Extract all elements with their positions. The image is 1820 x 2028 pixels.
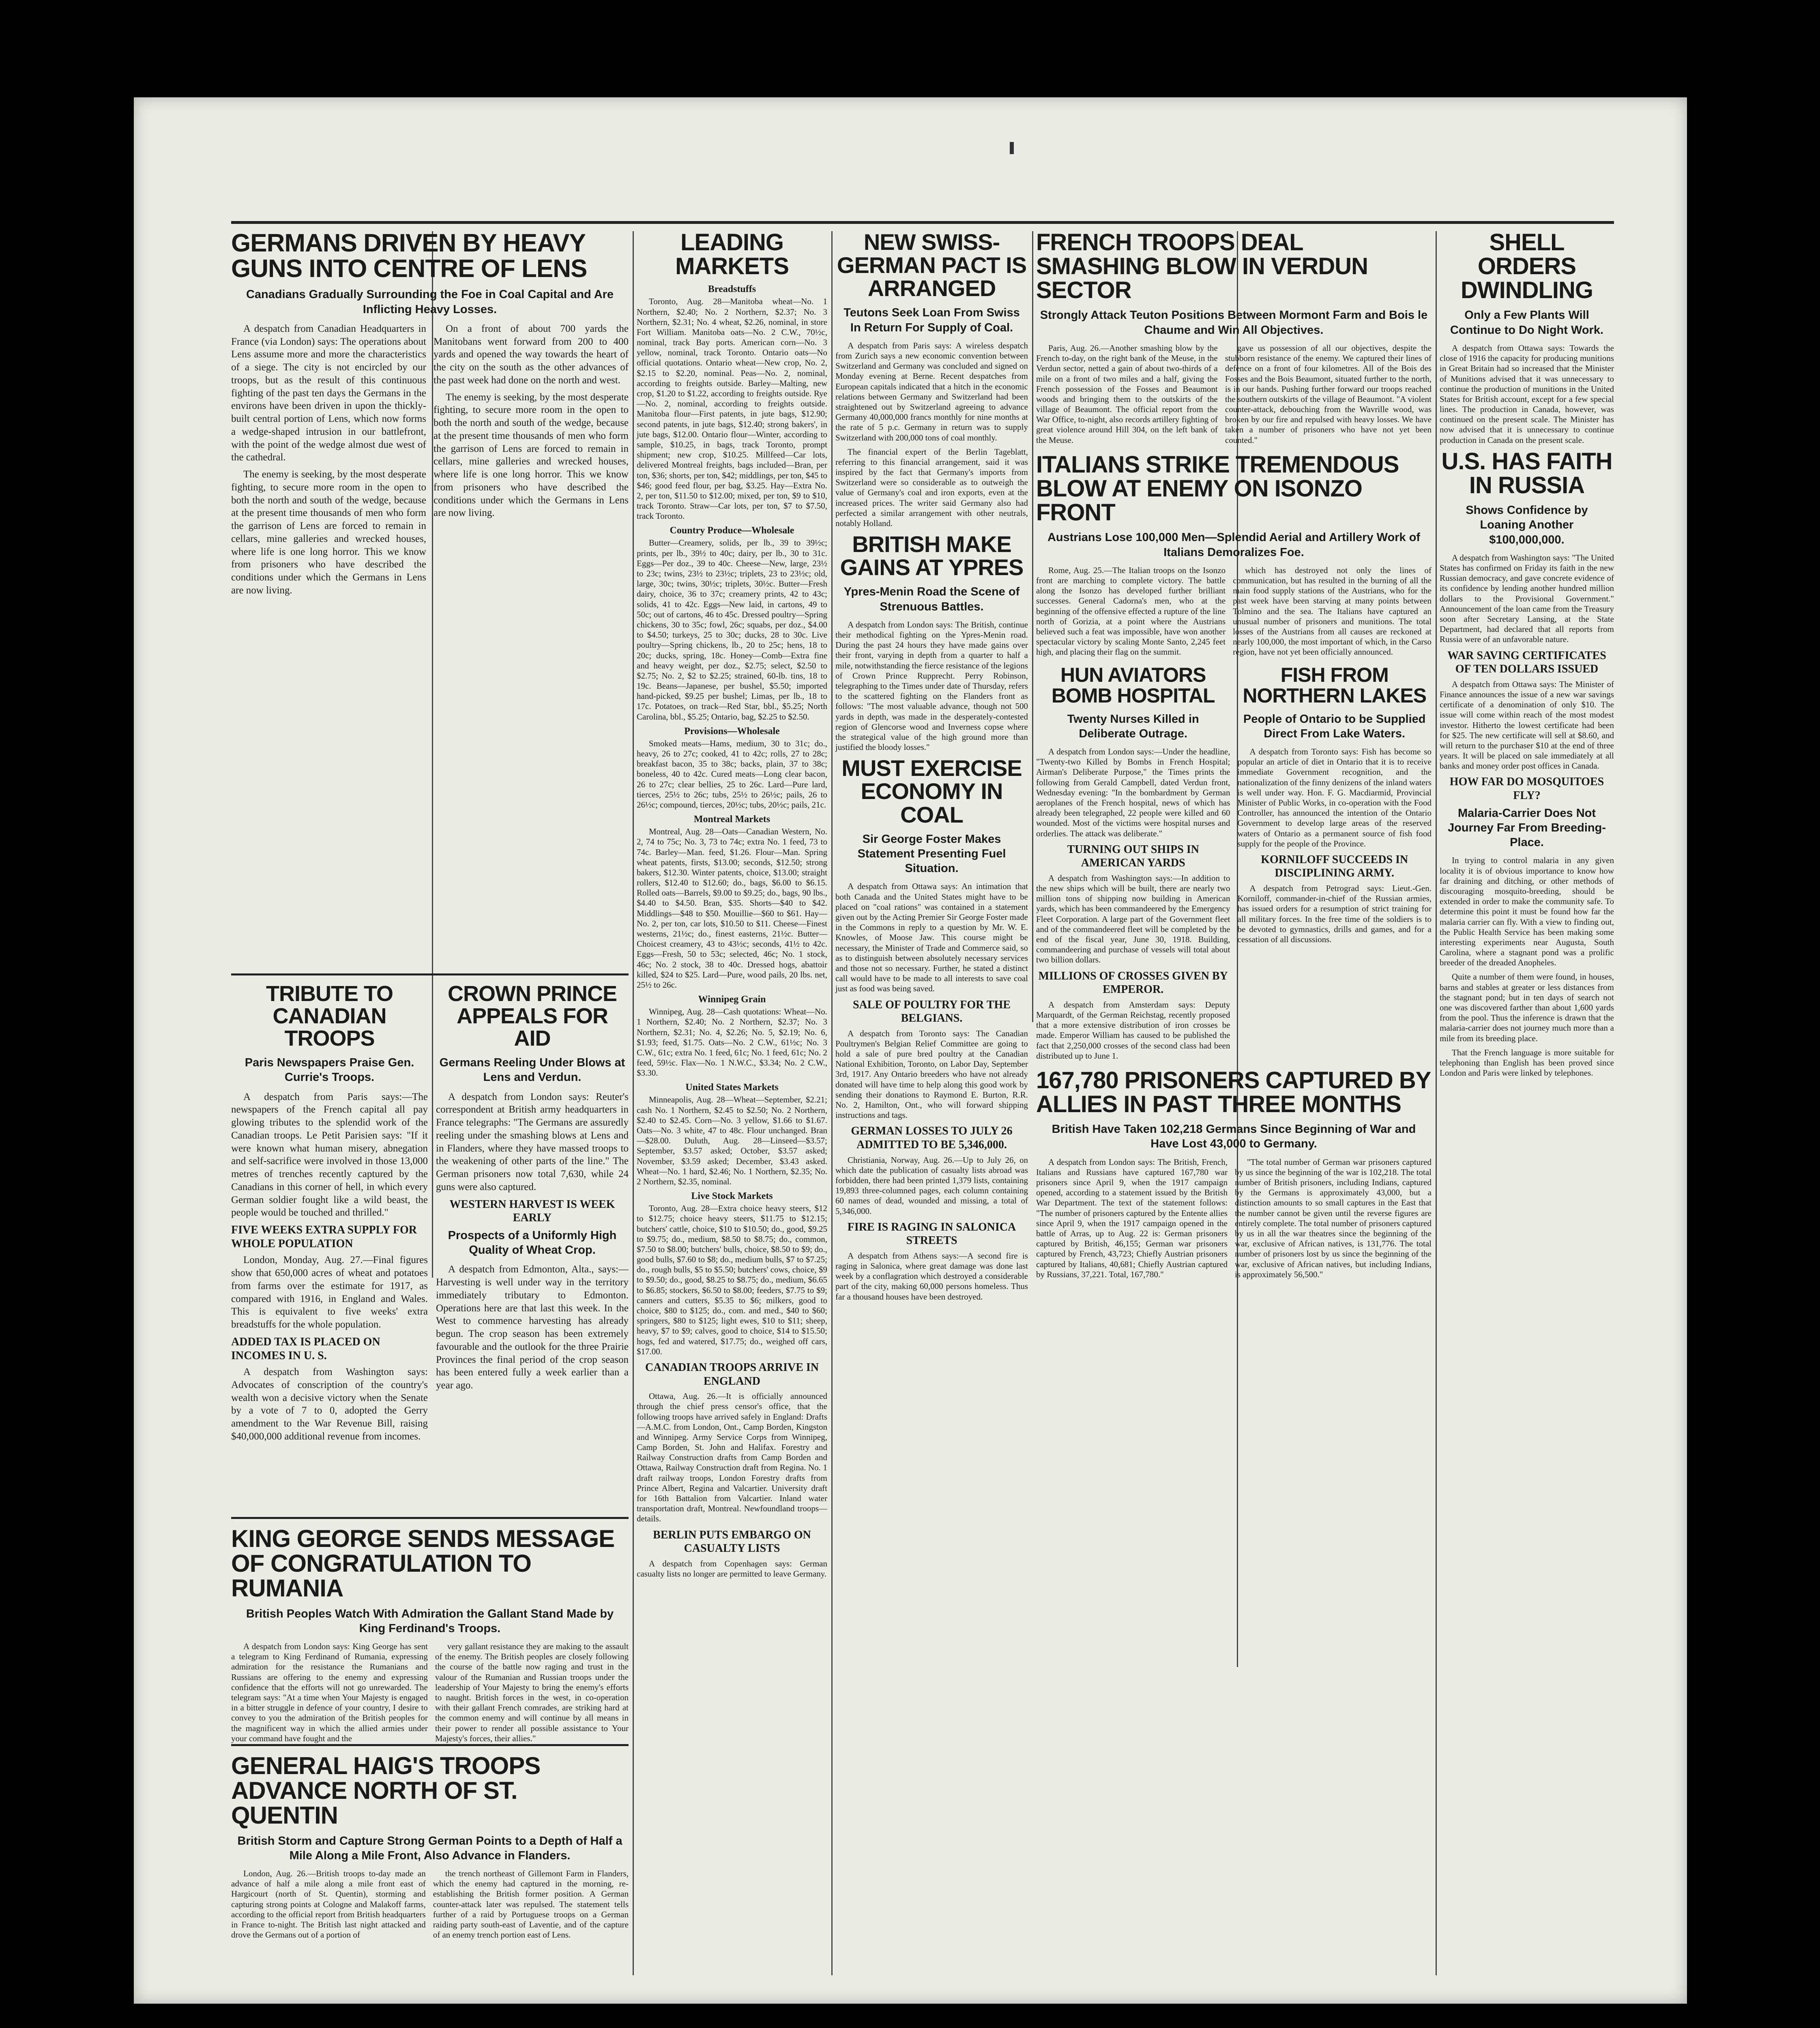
newspaper-page [134, 97, 1687, 2004]
deck-headline: TURNING OUT SHIPS IN AMERICAN YARDS [1067, 843, 1199, 870]
headline: KING GEORGE SENDS MESSAGE OF CONGRATULATION TO RUMANIA [231, 1525, 615, 1602]
market-text: Toronto, Aug. 28—Manitoba wheat—No. 1 Northern, $2.40; No. 2 Northern, $2.37; No. 3 Northern, $2.31; No. 4 wheat, $2.26, nominal, in store Fort William. Manitoba oats—No. 2 C.W., 70½c, nominal, track Bay ports. American corn—No. 3 yellow, nominal, track Toronto. Ontario oats—No official quotations. Ontario wheat—New crop, No. 2, $2.15 to $2.20, nominal. Peas—No. 2, nominal, according to freights outside. Barley—Malting, new crop, $1.20 to $1.22, according to freights outside. Rye—No. 2, nominal, according to freights outside. Manitoba flour—First patents, in jute bags, $12.90; second patents, in jute bags, $12.40; strong bakers', in jute bags, $12.00. Ontario flour—Winter, according to sample, $10.25, in bags, track Toronto, prompt shipment; new crop, $10.25. Millfeed—Car lots, delivered Montreal freights, bags included—Bran, per ton, $36; shorts, per ton, $42; middlings, per ton, $45 to $46; good feed flour, per bag, $3.25. Hay—Extra No. 2, per ton, $11.50 to $12.00; mixed, per ton, $9 to $10, track Toronto. Straw—Car lots, per ton, $7 to $7.50, track Toronto. [637, 296, 827, 521]
article-text: The financial expert of the Berlin Tageblatt, referring to this financial arrangement, said it was inspired by the fact that Germany's imports from Switzerland were so considerable as to outweigh the value of Germany's coal and iron exports, even at the increased prices. The writer said Germany also had perfected a similar arrangement with other neutrals, notably Holland. [835, 447, 1028, 528]
article-text: "The total number of German war prisoners captured by us since the beginning of the war is 102,218. The total number of British prisoners, including Indians, captured by the Germans is approximately 43,000, but a distinction amounts to so small captures in the East that the number cannot be given until the reverse figures are entirely complete. The total number of prisoners captured by us in all the war theatres since the beginning of the war, exclusive of African natives, is 131,776. The total number of prisoners lost by us since the beginning of the war, exclusive of African natives, but including Indians, is approximately 56,500." [1234, 1157, 1432, 1279]
lens-story [231, 227, 629, 973]
column-rule [831, 231, 833, 1975]
column-four [835, 227, 1028, 1971]
deck-headline: FIVE WEEKS EXTRA SUPPLY FOR WHOLE POPULATION [231, 1224, 417, 1250]
article-text: A despatch from Washington says:—In addition to the new ships which will be built, there are nearly two million tons of shipping now building in American yards, which has been commandeered by the Emergency Fleet Corporation. A large part of the Government fleet and of the commandeered fleet will be completed by the end of the fiscal year, June 30, 1918. Building, commandeering and purchase of vessels will total about two billion dollars. [1036, 873, 1230, 965]
top-rule [231, 221, 1614, 224]
deck-headline: MILLIONS OF CROSSES GIVEN BY EMPEROR. [1038, 969, 1228, 996]
subheadline: Malaria-Carrier Does Not Journey Far From Breeding-Place. [1448, 806, 1606, 849]
article-text: A despatch from London says: Reuter's correspondent at British army headquarters in France telegraphs: "The Germans are assuredly reeling under the smashing blows at Lens and in Flanders, where they have massed troops to the weakening of other parts of the line." The German prisoners now total 7,630, while 24 guns were also captured. [436, 1091, 629, 1192]
subheadline: British Have Taken 102,218 Germans Since Beginning of War and Have Lost 43,000 to Germany. [1052, 1123, 1416, 1151]
article-text: A despatch from Washington says: Advocates of conscription of the country's wealth won a decisive victory when the Senate by a vote of 7 to 0, adopted the Gerry amendment to the War Revenue Bill, raising $40,000,000 additional revenue from incomes. [231, 1366, 428, 1442]
headline: FISH FROM NORTHERN LAKES [1243, 663, 1427, 707]
subheadline: Sir George Foster Makes Statement Presenting Fuel Situation. [857, 832, 1006, 875]
market-section-title: United States Markets [685, 1082, 779, 1093]
column-rule [633, 231, 634, 1975]
market-text: Butter—Creamery, solids, per lb., 39 to 39½c; prints, per lb., 39½ to 40c; dairy, per lb., 30 to 31c. Eggs—Per doz., 39 to 40c. Cheese—New, large, 23½ to 23c; twins, 23½ to 23½c; triplets, 23 to 23½c; old, large, 30c; twins, 30½c; triplets, 30½c. Butter—Fresh dairy, choice, 36 to 37c; creamery prints, 42 to 43c; solids, 41 to 42c. Eggs—New laid, in cartons, 49 to 50c; out of cartons, 46 to 45c. Dressed poultry—Spring chickens, 30 to 35c; fowl, 26c; squabs, per doz., $4.00 to $4.50; turkeys, 25 to 30c; ducks, 28 to 30c. Live poultry—Spring chickens, lb., 20 to 25c; hens, 18 to 20c; ducks, spring, 18c. Honey—Comb—Extra fine and heavy weight, per doz., $2.75; select, $2.50 to $2.75; No. 2, $2 to $2.25; strained, 60-lb. tins, 18 to 19c. Beans—Japanese, per bushel, $5.50; imported hand-picked, $9.25 per bushel; Limas, per lb., 18 to 17c. Potatoes, on track—Red Star, bbl., $5.25; North Carolina, bbl., $5.25; Ontario, bag, $2.25 to $2.50. [637, 538, 827, 722]
page-mark [1010, 142, 1014, 154]
article-text: A despatch from London says:—Under the headline, "Twenty-two Killed by Bombs in French Hospital; Airman's Deliberate Purpose," the Times prints the following from Gerald Campbell, dated Verdun front, Wednesday evening: "In the bombardment by German aeroplanes of the French hospital, news of which has already been telegraphed, 22 people were killed and 60 wounded. Most of the victims were hospital nurses and orderlies. The attack was deliberate." [1036, 747, 1230, 838]
subheadline: British Storm and Capture Strong German Points to a Depth of Half a Mile Along a Mile Front, Also Advance in Flanders. [237, 1834, 622, 1862]
article-text: A despatch from Edmonton, Alta., says:—Harvesting is well under way in the territory immediately tributary to Edmonton. Operations here are that last this week. In the West to commence harvesting has already begun. The crop season has been extremely favourable and the outlook for the three Prairie Provinces the final period of the crop season has been entered fully a week earlier than a year ago. [436, 1264, 629, 1391]
article-text: That the French language is more suitable for telephoning than English has been proved since London and Paris were linked by telephones. [1440, 1047, 1614, 1078]
market-text: Montreal, Aug. 28—Oats—Canadian Western, No. 2, 74 to 75c; No. 3, 73 to 74c; extra No. 1 feed, 73 to 74c. Barley—Man. feed, $1.26. Flour—Man. Spring wheat patents, firsts, $13.00; seconds, $12.50; strong bakers, $12.30. Winter patents, choice, $13.00; straight rollers, $12.40 to $12.60; do., bags, $6.00 to $6.15. Rolled oats—Barrels, $9.00 to $9.25; do., bags, 90 lbs., $4.40 to $4.50. Bran, $35. Shorts—$40 to $42. Middlings—$48 to $50. Mouillie—$60 to $61. Hay—No. 2, per ton, car lots, $10.50 to $11. Cheese—Finest westerns, 21½c; do., finest easterns, 21½c. Butter—Choicest creamery, 43 to 43½c; seconds, 41½ to 42c. Eggs—Fresh, 50 to 53c; selected, 46c; No. 1 stock, 46c; No. 2 stock, 38 to 40c. Dressed hogs, abattoir killed, $24 to $25. Lard—Pure, wood pails, 20 lbs. net, 25½ to 26c. [637, 827, 827, 990]
subheadline: Austrians Lose 100,000 Men—Splendid Aerial and Artillery Work of Italians Demoralizes Foe. [1047, 531, 1421, 559]
headline: SHELL ORDERS DWINDLING [1460, 229, 1593, 304]
haig-story [231, 1750, 629, 1977]
deck-headline: ADDED TAX IS PLACED ON INCOMES IN U. S. [231, 1335, 380, 1362]
headline: CROWN PRINCE APPEALS FOR AID [448, 982, 617, 1051]
article-text: very gallant resistance they are making to the assault of the enemy. The British peoples are closely following the course of the battle now raging and trust in the valour of the Rumanian and Russian troops under the leadership of Your Majesty to bring the enemy's efforts to naught. British forces in the west, in co-operation with their gallant French comrades, are striking hard at the common enemy and will continue by all means in their power to render all possible assistance to Your Majesty's forces, their allies." [435, 1641, 629, 1743]
section-rule [231, 1517, 629, 1519]
article-text: A despatch from London says: King George has sent a telegram to King Ferdinand of Rumania, expressing admiration for the resistance the Rumanians and Russians are offering to the enemy and expressing confidence that the efforts will not go unrewarded. The telegram says: "At a time when Your Majesty is engaged in a bitter struggle in defence of your country, I desire to convey to you the admiration of the British peoples for the magnificent way in which the allied armies under your command have fought and the [231, 1641, 428, 1743]
article-text: A despatch from London says: The British, French, Italians and Russians have captured 167,780 war prisoners since April 9, when the 1917 campaign opened, according to a statement issued by the British War Department. The text of the statement follows: "The number of prisoners captured by the Entente allies since April 9, when the 1917 campaign opened in the battle of Arras, up to Aug. 22 is: German prisoners captured by British, 46,155; German war prisoners captured by French, 43,723; Chiefly Austrian prisoners captured by Italians, 40,681; Chiefly Austrian captured by Russians, 37,221. Total, 167,780." [1036, 1157, 1228, 1279]
article-text: A despatch from London says: The British, continue their methodical fighting on the Ypres-Menin road. During the past 24 hours they have made gains over their front, varying in depth from a quarter to half a mile, notwithstanding the fierce resistance of the legions of Crown Prince Rupprecht. Perry Robinson, telegraphing to the Times under date of Thursday, refers to the scattered fighting on the Flanders front as follows: "The most valuable advance, though not 500 yards in depth, was made in the desperately-contested region of Glencorse wood and Inverness copse where the strategical value of the high ground more than justified the bloody losses." [835, 619, 1028, 752]
article-text: A despatch from Toronto says: Fish has become so popular an article of diet in Ontario that it is to receive immediate Government recognition, and the nationalization of the finny denizens of the inland waters is well under way. Hon. F. G. Macdiarmid, Provincial Minister of Public Works, in co-operation with the Food Controller, has announced the intention of the Ontario Government to develop large areas of the reserved waters of Ontario as a permanent source of fish food supply for the people of the Province. [1237, 747, 1432, 849]
headline: BRITISH MAKE GAINS AT YPRES [840, 531, 1024, 580]
deck-headline: FIRE IS RAGING IN SALONICA STREETS [847, 1220, 1016, 1247]
deck-headline: BERLIN PUTS EMBARGO ON CASUALTY LISTS [653, 1528, 811, 1555]
markets-column [637, 227, 827, 1971]
headline: LEADING MARKETS [675, 229, 789, 280]
article-text: A despatch from Copenhagen says: German casualty lists no longer are permitted to leave Germany. [637, 1558, 827, 1579]
deck-headline: WESTERN HARVEST IS WEEK EARLY [449, 1198, 615, 1225]
crown-prince-story [436, 980, 629, 1482]
headline: GENERAL HAIG'S TROOPS ADVANCE NORTH OF ST. QUENTIN [231, 1752, 541, 1829]
column-rule [1032, 231, 1033, 1022]
article-text: Christiania, Norway, Aug. 26.—Up to July 26, on which date the publication of casualty lists abroad was forbidden, there had been printed 1,379 lists, containing 19,893 three-columned pages, each column containing 60 names of dead, wounded and missing, a total of 5,346,000. [835, 1155, 1028, 1216]
section-rule [231, 973, 629, 975]
article-text: On a front of about 700 yards the Manitobans went forward from 200 to 400 yards and opened the way towards the heart of the city on the south as the other advances of the past week had done on the north and west. [434, 323, 629, 386]
subheadline: British Peoples Watch With Admiration the Gallant Stand Made by King Ferdinand's Troops. [246, 1607, 614, 1635]
market-text: Minneapolis, Aug. 28—Wheat—September, $2.21; cash No. 1 Northern, $2.45 to $2.50; No. 2 Northern, $2.40 to $2.45. Corn—No. 3 yellow, $1.66 to $1.67. Oats—No. 3 white, 47 to 48c. Flour unchanged. Bran—$28.00. Duluth, Aug. 28—Linseed—$3.57; September, $3.57 asked; October, $3.57 asked; November, $3.59 asked; December, $3.43 asked. Wheat—No. 1 hard, $2.46; No. 1 Northern, $2.35; No. 2 Northern, $2.35, nominal. [637, 1095, 827, 1186]
headline: TRIBUTE TO CANADIAN TROOPS [266, 982, 393, 1051]
column-rule [1436, 231, 1437, 1975]
subheadline: Paris Newspapers Praise Gen. Currie's Troops. [245, 1056, 414, 1084]
column-six [1440, 227, 1614, 1971]
deck-headline: WAR SAVING CERTIFICATES OF TEN DOLLARS ISSUED [1447, 649, 1606, 676]
article-text: Paris, Aug. 26.—Another smashing blow by the French to-day, on the right bank of the Meuse, in the Verdun sector, netted a gain of about two-thirds of a mile on a front of two miles and a half, giving the French possession of the Fosses and Beaumont woods and bringing them to the outskirts of the village of Beaumont. The official report from the War Office, to-night, also records artillery fighting of great violence around Hill 304, on the left bank of the Meuse. [1036, 343, 1218, 445]
subheadline: Only a Few Plants Will Continue to Do Night Work. [1450, 309, 1604, 337]
article-text: Rome, Aug. 25.—The Italian troops on the Isonzo front are marching to complete victory. The battle along the Isonzo has developed further brilliant successes. General Cadorna's men, who at the beginning of the offensive effected a rupture of the line north of Gorizia, at a point where the Austrians believed such a feat was impossible, have won another spectacular victory by scaling Monte Santo, 2,245 feet high, and placing their flag on the summit. [1036, 565, 1226, 657]
headline: MUST EXERCISE ECONOMY IN COAL [841, 755, 1022, 827]
headline: FRENCH TROOPS DEAL SMASHING BLOW IN VERDUN SECTOR [1036, 229, 1368, 304]
article-text: A despatch from Washington says: "The United States has confirmed on Friday its faith in the new Russian democracy, and gave concrete evidence of its confidence by lending another hundred million dollars to the Provisional Government." Announcement of the loan came from the Treasury soon after Secretary Lansing, at the State Department, had declared that all reports from Russia were of an unfavorable nature. [1440, 552, 1614, 644]
article-text: A despatch from Amsterdam says: Deputy Marquardt, of the German Reichstag, recently proposed that a more extensive distribution of iron crosses be made. Emperor William has caused to be published the fact that 2,250,000 crosses of the second class had been distributed up to June 1. [1036, 999, 1230, 1061]
article-text: A despatch from Paris says: A wireless despatch from Zurich says a new economic convention between Switzerland and Germany was concluded and signed on Monday evening at Berne. Recent despatches from European capitals indicated that a hitch in the economic relations between Germany and Switzerland had been straightened out by Switzerland agreeing to advance Germany 40,000,000 francs monthly for nine months at the rate of 5 p.c. Germany in return was to supply Switzerland with 200,000 tons of coal monthly. [835, 340, 1028, 443]
article-text: Quite a number of them were found, in houses, barns and stables at greater or less distances from the stagnant pond; but in ten days of search not one was discovered farther than about 1,600 yards from the pool. Thus the inference is drawn that the malaria-carrier does not journey much more than a mile from its breeding place. [1440, 972, 1614, 1043]
subheadline: Shows Confidence by Loaning Another $100,000,000. [1466, 504, 1588, 546]
article-text: the trench northeast of Gillemont Farm in Flanders, which the enemy had captured in the morning, re-establishing the British former position. A German counter-attack later was repulsed. The statement tells further of a raid by Portuguese troops on a German raiding party south-east of Laventie, and of the capture of an enemy trench portion east of Lens. [433, 1869, 629, 1940]
market-text: Winnipeg, Aug. 28—Cash quotations: Wheat—No. 1 Northern, $2.40; No. 2 Northern, $2.37; No. 3 Northern, $2.31; No. 4, $2.26; No. 5, $2.19; No. 6, $1.93; feed, $1.75. Oats—No. 2 C.W., 61½c; No. 3 C.W., 61c; extra No. 1 feed, 61c; No. 1 feed, 61c; No. 2 feed, 59½c. Flax—No. 1 N.W.C., $3.34; No. 2 C.W., $3.30. [637, 1007, 827, 1078]
headline: U.S. HAS FAITH IN RUSSIA [1441, 448, 1612, 498]
subheadline: People of Ontario to be Supplied Direct From Lake Waters. [1243, 712, 1426, 740]
market-section-title: Montreal Markets [693, 814, 770, 825]
section-rule [231, 1744, 629, 1746]
subheadline: Strongly Attack Teuton Positions Between Mormont Farm and Bois le Chaume and Win All Objectives. [1040, 309, 1428, 337]
article-text: The enemy is seeking, by the most desperate fighting, to secure more room in the open to both the north and south of the wedge, because at the present time thousands of men who form the garrison of Lens are forced to remain in cellars, mine galleries and wrecked houses, where life is one long horror. This we know from prisoners who have described the conditions under which the Germans in Lens are now living. [434, 391, 629, 519]
market-section-title: Country Produce—Wholesale [670, 525, 794, 536]
market-section-title: Live Stock Markets [691, 1191, 773, 1202]
subheadline: Twenty Nurses Killed in Deliberate Outrage. [1067, 712, 1199, 740]
article-text: A despatch from Ottawa says: Towards the close of 1916 the capacity for producing munitions in Great Britain had so increased that the Minister of Munitions advised that it was unnecessary to continue the production of munitions in the United States for British account, except for a few special lines. The production in Canada, however, was continued on the present scale. The Minister has now advised that it is unnecessary to continue production in Canada on the present scale. [1440, 343, 1614, 445]
article-text: London, Monday, Aug. 27.—Final figures show that 650,000 acres of wheat and potatoes from farms over the estimate for 1917, as compared with 1916, in England and Wales. This is equivalent to five weeks' extra breadstuffs for the whole population. [231, 1255, 428, 1330]
article-text: which has destroyed not only the lines of communication, but has resulted in the burning of all the main food supply stations of the Austrians, who for the past week have been starving at many points between Tolmino and the sea. The Italians have captured an unusual number of prisoners and munitions. The total losses of the Austrians from all causes are reckoned at nearly 100,000, the most important of which, in the Carso region, have not yet been officially announced. [1233, 565, 1432, 657]
headline: GERMANS DRIVEN BY HEAVY GUNS INTO CENTRE OF LENS [231, 229, 587, 283]
article-text: London, Aug. 26.—British troops to-day made an advance of half a mile along a mile front east of Hargicourt (north of St. Quentin), storming and capturing strong points at Cologne and Malakoff farms, according to the official report from British headquarters in France to-night. The British last night attacked and drove the Germans out of a portion of [231, 1869, 426, 1940]
market-text: Smoked meats—Hams, medium, 30 to 31c; do., heavy, 26 to 27c; cooked, 41 to 42c; rolls, 27 to 28c; breakfast bacon, 35 to 38c; backs, plain, 37 to 38c; boneless, 40 to 42c. Cured meats—Long clear bacon, 26 to 27c; clear bellies, 25 to 26c. Lard—Pure lard, tierces, 25½ to 26c; tubs, 25½ to 26½c; pails, 26 to 26½c; compound, tierces, 20½c; tubs, 20½c; pails, 21c. [637, 738, 827, 810]
deck-headline: HOW FAR DO MOSQUITOES FLY? [1449, 776, 1604, 802]
market-section-title: Breadstuffs [708, 284, 756, 295]
article-text: In trying to control malaria in any given locality it is of obvious importance to know how far draining and ditching, or other methods of discouraging mosquito-breeding, should be extended in order to make the community safe. To determine this point it must be found how far the malaria carrier can fly. With a view to finding out, the Public Health Service has been making some interesting experiments near Augusta, South Carolina, where a stagnant pond was a prolific breeder of the dreaded Anopheles. [1440, 855, 1614, 968]
article-text: A despatch from Petrograd says: Lieut.-Gen. Korniloff, commander-in-chief of the Russian armies, has issued orders for a resumption of strict training for all military forces. In the free time of the soldiers is to be devoted to gymnastics, drills and games, and for a cessation of all discussions. [1237, 883, 1432, 944]
article-text: A despatch from Ottawa says: The Minister of Finance announces the issue of a new war savings certificate of a denomination of only $10. The issue will come within reach of the most modest investor. Hitherto the lowest certificate had been for $25. The new certificate will sell at $8.60, and will return to the purchaser $10 at the end of three years. It will be placed on sale immediately at all banks and money order post offices in Canada. [1440, 679, 1614, 771]
subheadline: Prospects of a Uniformly High Quality of Wheat Crop. [448, 1229, 617, 1257]
article-text: A despatch from Paris says:—The newspapers of the French capital all pay glowing tributes to the splendid work of the Canadian troops. Le Petit Parisien says: "If it were known what human misery, abnegation and self-sacrifice were involved in those 13,000 metres of trenches recently captured by the Canadians in this corner of hell, in which every German soldier fought like a wild beast, the people would be touched and thrilled." [231, 1091, 428, 1218]
deck-headline: CANADIAN TROOPS ARRIVE IN ENGLAND [645, 1361, 819, 1388]
article-text: gave us possession of all our objectives, despite the stubborn resistance of the enemy. We captured their lines of defence on a front of four kilometres. All of the Bois des Fosses and the Bois Beaumont, situated further to the north, is in our hands. Pushing further forward our troops reached the southern outskirts of the village of Beaumont. "A violent counter-attack, debouching from the Wavrille wood, was broken by our fire and repulsed with heavy losses. We have taken a number of prisoners who have not yet been counted." [1225, 343, 1432, 445]
king-george-story [231, 1523, 629, 1743]
deck-headline: GERMAN LOSSES TO JULY 26 ADMITTED TO BE 5,346,000. [851, 1125, 1013, 1151]
article-text: A despatch from Toronto says: The Canadian Poultrymen's Belgian Relief Committee are going to hold a sale of pure bred poultry at the Canadian National Exhibition, Toronto, on Labor Day, September 3rd, 1917. Any Ontario breeders who have not already donated will have time to help along this good work by sending their donations to Raymond E. Burton, R.R. No. 2, Hamilton, Ont., who will forward shipping instructions and tags. [835, 1028, 1028, 1120]
market-section-title: Winnipeg Grain [698, 994, 766, 1005]
column-five [1036, 227, 1432, 1971]
article-text: Ottawa, Aug. 26.—It is officially announced through the chief press censor's office, that the following troops have arrived safely in England: Drafts—A.M.C. from London, Ont., Camp Borden, Kingston and Winnipeg. Army Service Corps from Winnipeg, Camp Borden, St. John and Halifax. Forestry and Railway Construction drafts from Camp Borden and Ottawa, Railway Construction draft from Regina. No. 1 draft railway troops, London Forestry drafts from Prince Albert, Regina and Valcartier. University draft for 16th Battalion from Valcartier. Inland water transportation draft, Montreal. Newfoundland troops—details. [637, 1391, 827, 1524]
market-section-title: Provisions—Wholesale [684, 726, 780, 737]
deck-headline: KORNILOFF SUCCEEDS IN DISCIPLINING ARMY. [1261, 853, 1408, 880]
headline: NEW SWISS-GERMAN PACT IS ARRANGED [837, 229, 1027, 301]
deck-headline: SALE OF POULTRY FOR THE BELGIANS. [852, 998, 1011, 1025]
subheadline: Ypres-Menin Road the Scene of Strenuous Battles. [843, 585, 1020, 613]
article-text: The enemy is seeking, by the most desperate fighting, to secure more room in the open to both the north and south of the wedge, because at the present time thousands of men who form the garrison of Lens are forced to remain in cellars, mine galleries and wrecked houses, where life is one long horror. This we know from prisoners who have described the conditions under which the Germans in Lens are now living. [231, 469, 426, 596]
headline: ITALIANS STRIKE TREMENDOUS BLOW AT ENEMY ON ISONZO FRONT [1036, 451, 1399, 526]
article-text: A despatch from Ottawa says: An intimation that both Canada and the United States might have to be placed on "coal rations" was contained in a statement given out by the Acting Premier Sir George Foster made in the Commons in reply to a question by Mr. W. E. Knowles, of Moose Jaw. This course might be necessary, the Minister of Trade and Commerce said, so as to distinguish between absolutely necessary services and those not so necessary. Further, he stated a distinct call would have to be made to all interests to save coal just as food was being saved. [835, 881, 1028, 994]
subheadline: Teutons Seek Loan From Swiss In Return For Supply of Coal. [843, 306, 1020, 334]
market-text: Toronto, Aug. 28—Extra choice heavy steers, $12 to $12.75; choice heavy steers, $11.75 to $12.15; butchers' cattle, choice, $10 to $10.50; do., good, $9.25 to $9.75; do., medium, $8.50 to $8.75; do., common, $7.50 to $8.00; butchers' bulls, choice, $8.50 to $9; do., good bulls, $7.60 to $8; do., medium bulls, $7 to $7.25; do., rough bulls, $5 to $5.50; butchers' cows, choice, $9 to $9.50; do., good, $8.25 to $8.75; do., medium, $6.65 to $6.85; stockers, $6.50 to $8.00; feeders, $7.75 to $9; canners and cutters, $5.35 to $6; milkers, good to choice, $80 to $125; do., com. and med., $40 to $60; springers, $80 to $125; light ewes, $10 to $11; sheep, heavy, $7 to $9; calves, good to choice, $14 to $15.50; hogs, fed and watered, $17.75; do., weighed off cars, $17.00. [637, 1203, 827, 1356]
subheadline: Canadians Gradually Surrounding the Foe in Coal Capital and Are Inflicting Heavy Losses. [246, 288, 614, 316]
headline: 167,780 PRISONERS CAPTURED BY ALLIES IN PAST THREE MONTHS [1036, 1067, 1431, 1118]
article-text: A despatch from Canadian Headquarters in France (via London) says: The operations about Lens assume more and more the characteristics of a siege. The city is not encircled by our troops, but as the result of this continuous fighting of the past ten days the Germans in the environs have been driven in upon the thickly-built central portion of Lens, which now forms a wedge-shaped intrusion in our battlefront, with the point of the wedge almost due west of the cathedral. [231, 323, 426, 463]
article-text: A despatch from Athens says:—A second fire is raging in Salonica, where great damage was done last week by a conflagration which destroyed a considerable part of the city, making 60,000 persons homeless. Thus far a thousand houses have been destroyed. [835, 1250, 1028, 1302]
headline: HUN AVIATORS BOMB HOSPITAL [1051, 663, 1215, 707]
subheadline: Germans Reeling Under Blows at Lens and Verdun. [439, 1056, 625, 1084]
tribute-story [231, 980, 428, 1482]
